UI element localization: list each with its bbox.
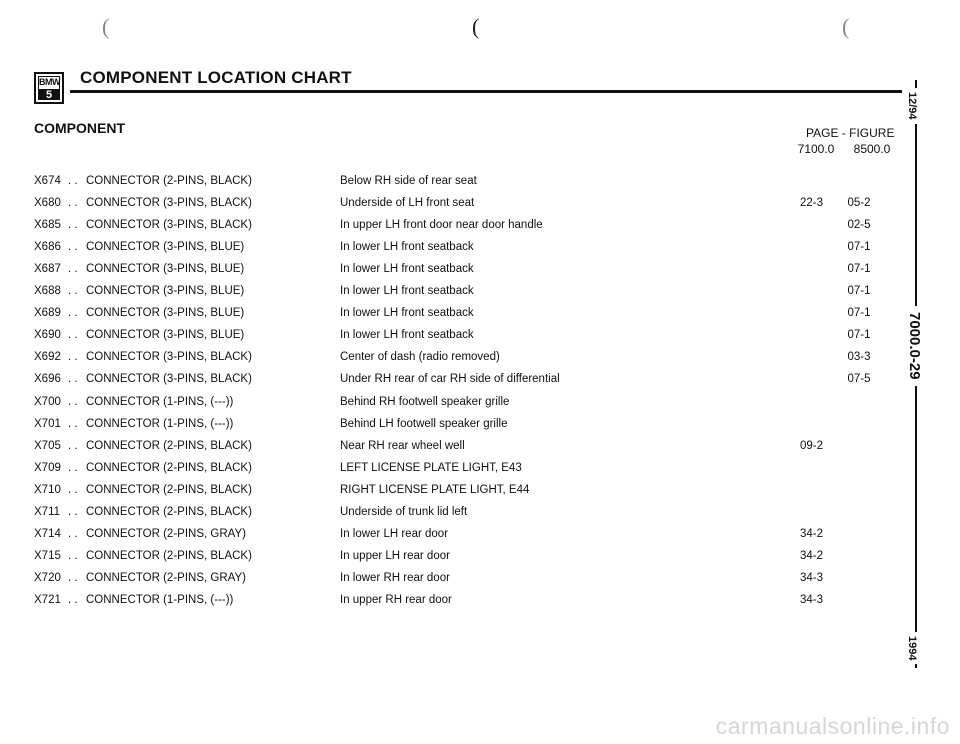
logo-series: 5 <box>38 90 60 100</box>
component-name: CONNECTOR (2-PINS, BLACK) <box>86 459 255 477</box>
component-name: CONNECTOR (3-PINS, BLACK) <box>86 348 255 366</box>
component-id: X701 <box>34 417 61 430</box>
component-name: CONNECTOR (3-PINS, BLUE) <box>86 260 247 278</box>
id-separator: . . <box>68 175 78 187</box>
page-ref: 34-2 <box>800 549 824 562</box>
page-ref: 22-3 <box>800 197 824 210</box>
component-id: X710 <box>34 483 61 496</box>
component-name: CONNECTOR (1-PINS, (---)) <box>86 393 236 411</box>
component-location: In lower LH front seatback <box>340 304 476 322</box>
page-title: COMPONENT LOCATION CHART <box>80 68 352 87</box>
id-separator: . . <box>68 329 78 342</box>
figure-ref: 07-1 <box>847 329 871 342</box>
id-separator: . . <box>68 571 78 584</box>
component-id: X692 <box>34 351 61 364</box>
component-name: CONNECTOR (1-PINS, (---)) <box>86 591 236 609</box>
id-separator: . . <box>68 219 78 232</box>
component-location: Behind LH footwell speaker grille <box>340 415 509 433</box>
id-separator: . . <box>68 483 78 496</box>
component-location: Near RH rear wheel well <box>340 437 467 455</box>
component-id: X714 <box>34 527 61 540</box>
component-id: X689 <box>34 307 61 320</box>
component-id: X721 <box>34 593 61 606</box>
component-id: X686 <box>34 241 61 254</box>
bmw-logo <box>34 72 64 104</box>
component-name: CONNECTOR (3-PINS, BLACK) <box>86 216 255 234</box>
component-id: X715 <box>34 549 61 562</box>
id-separator: . . <box>68 307 78 320</box>
component-name: CONNECTOR (3-PINS, BLUE) <box>86 304 247 322</box>
id-separator: . . <box>68 285 78 298</box>
component-name: CONNECTOR (2-PINS, GRAY) <box>86 569 249 587</box>
component-location: In upper LH front door near door handle <box>340 216 545 234</box>
page-ref: 09-2 <box>800 439 824 452</box>
component-id: X688 <box>34 285 61 298</box>
scan-mark-left: ( <box>102 14 110 39</box>
figure-ref: 02-5 <box>847 219 871 232</box>
component-name: CONNECTOR (2-PINS, BLACK) <box>86 172 255 190</box>
logo-text: BMW <box>38 76 60 90</box>
figure-ref: 07-1 <box>847 263 871 276</box>
component-location: In lower RH rear door <box>340 569 452 587</box>
component-id: X711 <box>34 505 61 518</box>
component-id: X720 <box>34 571 61 584</box>
component-column-header: COMPONENT <box>34 120 125 136</box>
figure-ref: 07-1 <box>847 285 871 298</box>
component-id: X696 <box>34 373 61 386</box>
component-id: X700 <box>34 395 61 408</box>
id-separator: . . <box>68 373 78 386</box>
figure-ref: 07-1 <box>847 241 871 254</box>
page-header <box>34 68 902 108</box>
component-location: RIGHT LICENSE PLATE LIGHT, E44 <box>340 481 531 499</box>
figure-number-header: 8500.0 <box>853 142 891 156</box>
component-location: In lower LH front seatback <box>340 238 476 256</box>
component-location: LEFT LICENSE PLATE LIGHT, E43 <box>340 459 524 477</box>
scan-mark-right: ( <box>842 14 850 39</box>
year-label: 1994 <box>906 632 918 664</box>
component-location: In lower LH front seatback <box>340 326 476 344</box>
component-id: X709 <box>34 461 61 474</box>
component-name: CONNECTOR (3-PINS, BLUE) <box>86 238 247 256</box>
section-number: 7000.0-29 <box>906 306 923 386</box>
component-location: Behind RH footwell speaker grille <box>340 393 511 411</box>
component-name: CONNECTOR (3-PINS, BLACK) <box>86 194 255 212</box>
page-figure-numbers <box>788 142 900 156</box>
component-id: X674 <box>34 175 61 187</box>
id-separator: . . <box>68 461 78 474</box>
component-location: Below RH side of rear seat <box>340 172 479 190</box>
id-separator: . . <box>68 395 78 408</box>
component-location: In lower LH front seatback <box>340 282 476 300</box>
component-id: X705 <box>34 439 61 452</box>
component-name: CONNECTOR (3-PINS, BLUE) <box>86 326 247 344</box>
component-name: CONNECTOR (2-PINS, BLACK) <box>86 481 255 499</box>
id-separator: . . <box>68 417 78 430</box>
id-separator: . . <box>68 241 78 254</box>
figure-ref: 07-5 <box>847 373 871 386</box>
page-figure-header: PAGE - FIGURE <box>806 126 895 140</box>
component-name: CONNECTOR (3-PINS, BLUE) <box>86 282 247 300</box>
component-location: In upper LH rear door <box>340 547 452 565</box>
figure-ref: 03-3 <box>847 351 871 364</box>
component-location: In lower LH rear door <box>340 525 450 543</box>
component-id: X680 <box>34 197 61 210</box>
watermark: carmanualsonline.info <box>715 713 950 739</box>
id-separator: . . <box>68 439 78 452</box>
component-id: X690 <box>34 329 61 342</box>
component-name: CONNECTOR (1-PINS, (---)) <box>86 415 236 433</box>
component-name: CONNECTOR (2-PINS, GRAY) <box>86 525 249 543</box>
figure-ref: 05-2 <box>847 197 871 210</box>
title-rule <box>70 90 902 93</box>
id-separator: . . <box>68 263 78 276</box>
component-id: X685 <box>34 219 61 232</box>
scan-mark-center: ( <box>472 14 480 39</box>
component-location: Underside of trunk lid left <box>340 503 469 521</box>
page-ref: 34-3 <box>800 571 824 584</box>
page-ref: 34-2 <box>800 527 824 540</box>
id-separator: . . <box>68 549 78 562</box>
id-separator: . . <box>68 351 78 364</box>
component-location: Center of dash (radio removed) <box>340 348 502 366</box>
id-separator: . . <box>68 197 78 210</box>
component-location: Under RH rear of car RH side of differential <box>340 370 562 388</box>
page-ref: 34-3 <box>800 593 824 606</box>
component-name: CONNECTOR (2-PINS, BLACK) <box>86 547 255 565</box>
id-separator: . . <box>68 527 78 540</box>
component-name: CONNECTOR (3-PINS, BLACK) <box>86 370 255 388</box>
component-id: X687 <box>34 263 61 276</box>
component-name: CONNECTOR (2-PINS, BLACK) <box>86 437 255 455</box>
component-name: CONNECTOR (2-PINS, BLACK) <box>86 503 255 521</box>
id-separator: . . <box>68 505 78 518</box>
figure-ref: 07-1 <box>847 307 871 320</box>
date-label: 12/94 <box>906 88 918 124</box>
id-separator: . . <box>68 593 78 606</box>
component-location: In upper RH rear door <box>340 591 454 609</box>
page-number-header: 7100.0 <box>797 142 835 156</box>
component-location: Underside of LH front seat <box>340 194 476 212</box>
component-location: In lower LH front seatback <box>340 260 476 278</box>
